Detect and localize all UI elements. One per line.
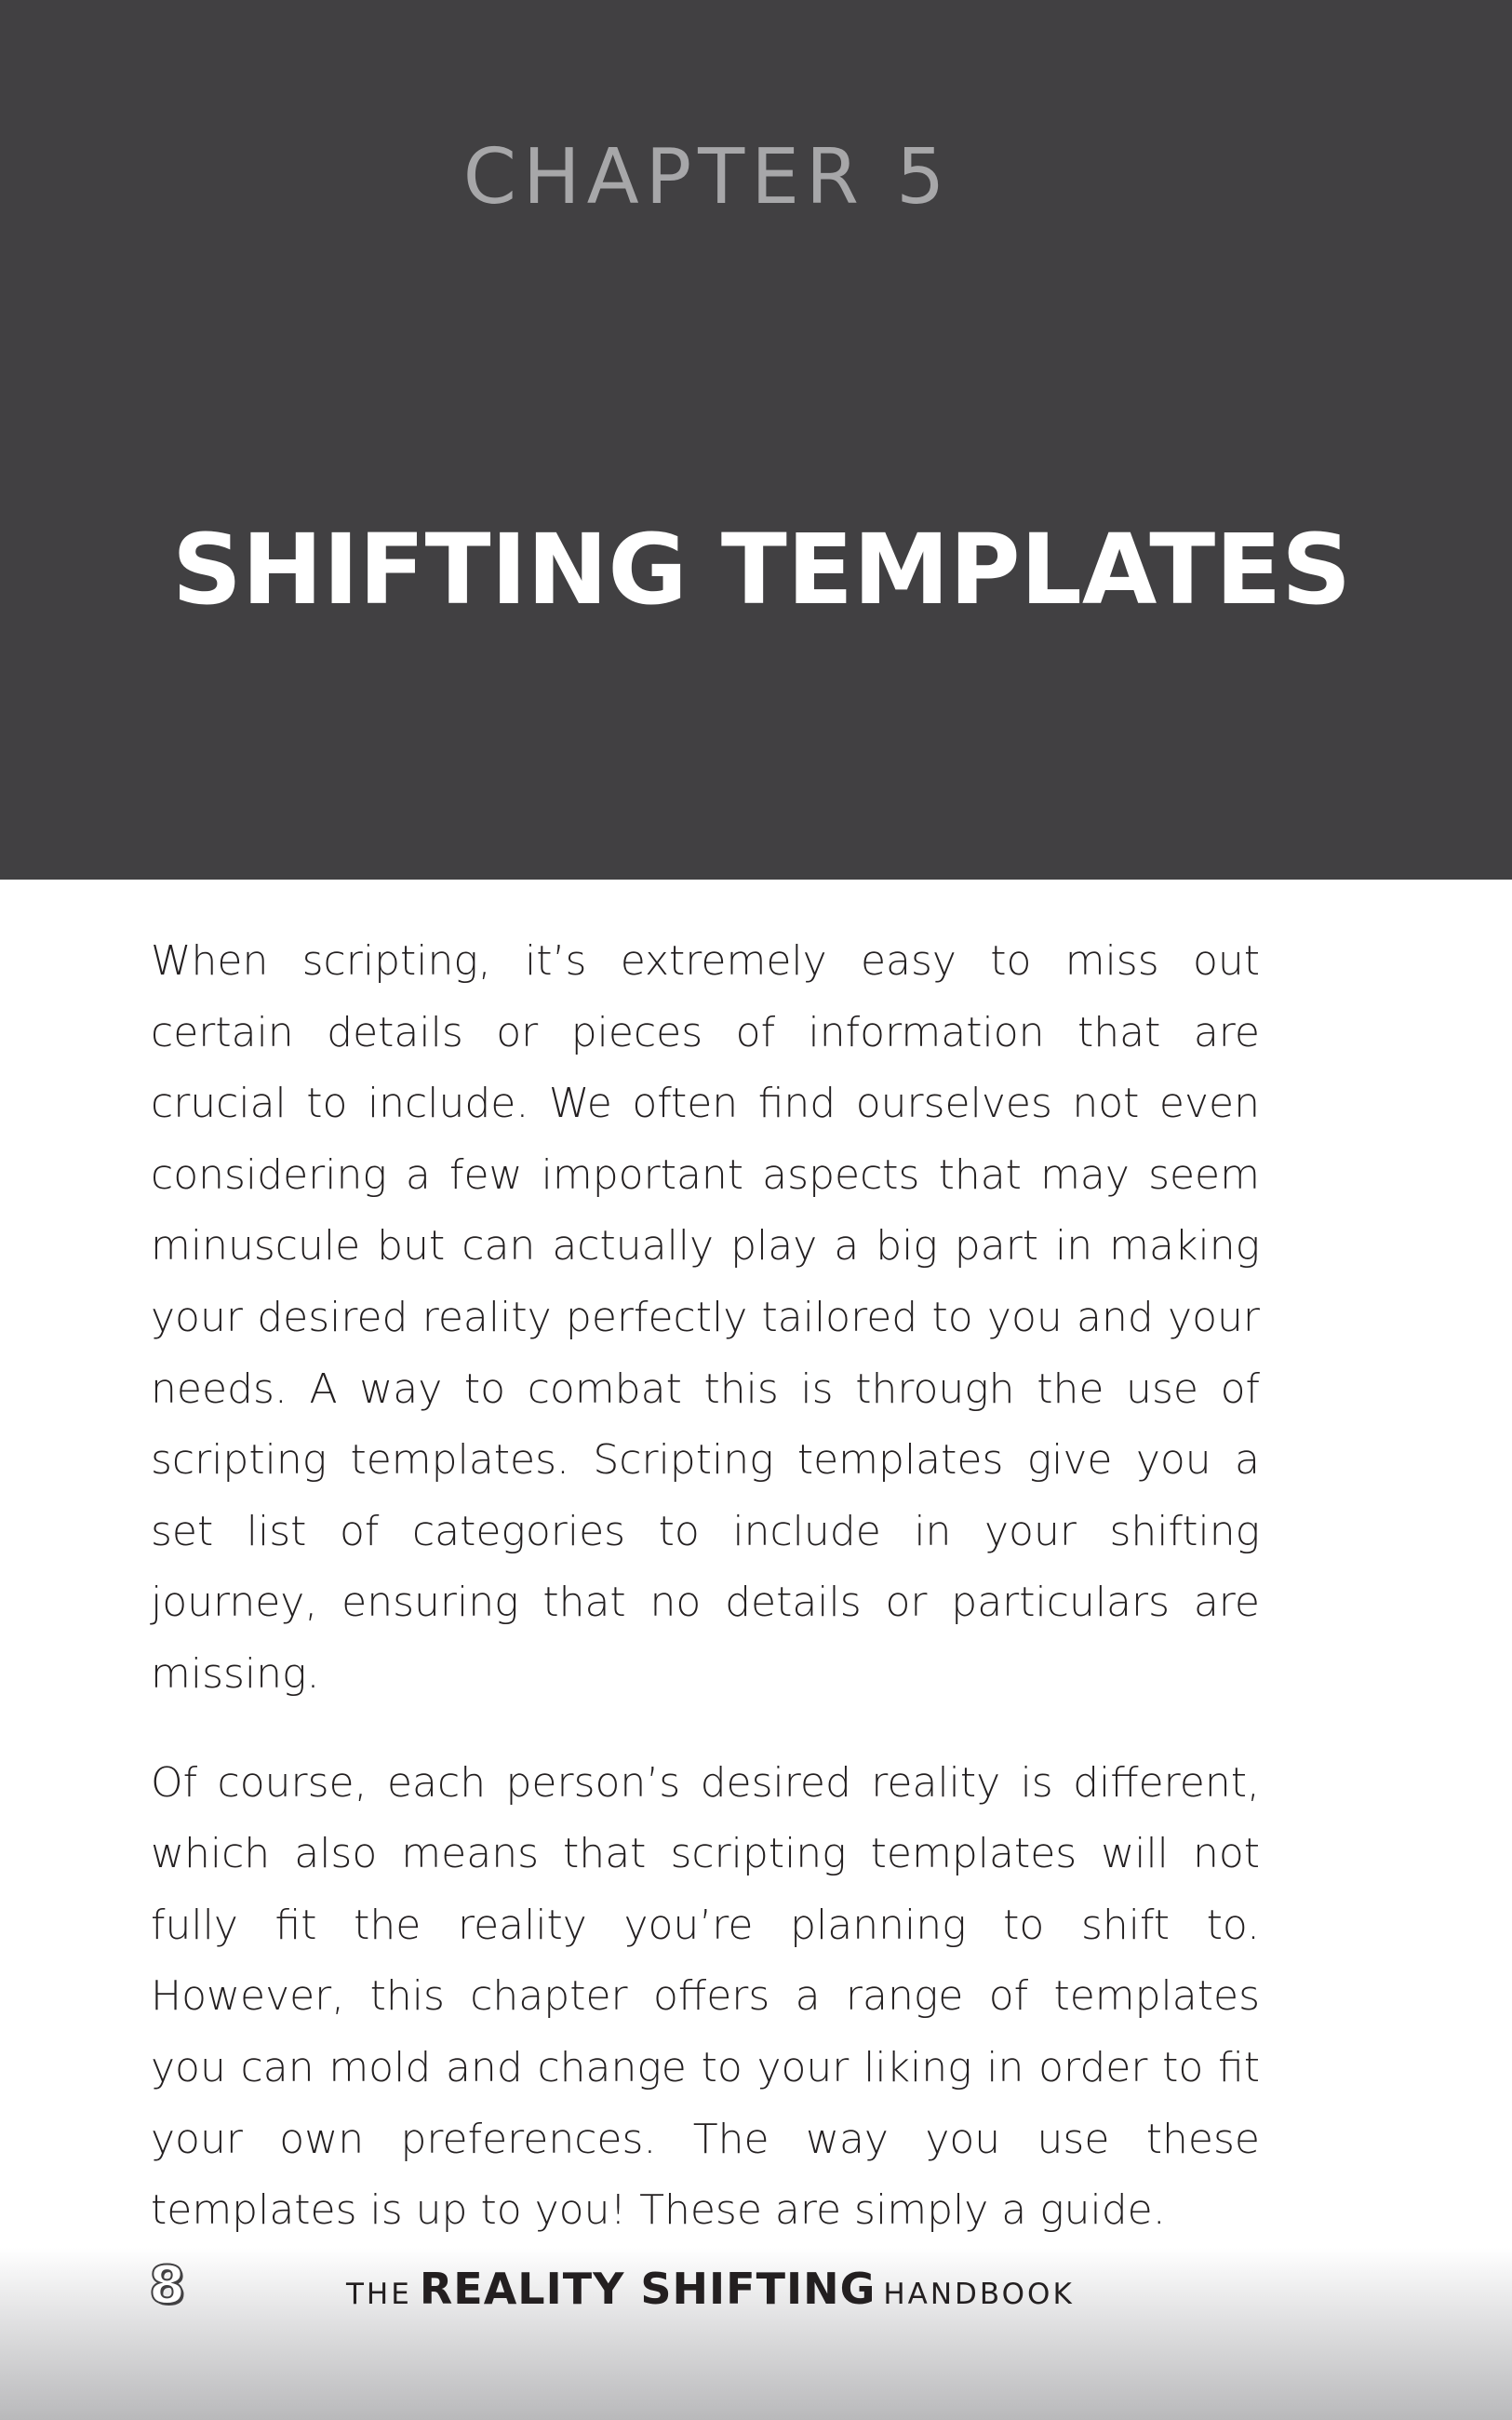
body-paragraph: When scripting, it’s extremely easy to miss out certain details or pieces of information that are crucial to include. We often find ourselves not even considering a few important aspects that may seem minuscule but can actually play a big part in making your desired reality perfectly tailored to you and your needs. A way to combat this is through the use of scripting templates. Scripting templates give you a set list of categories to include in your shifting journey, ensuring that no details or particulars are missing. [151, 937, 1260, 1698]
page-number: 8 [149, 2255, 185, 2316]
book-title-main: REALITY SHIFTING [419, 2264, 876, 2314]
chapter-body [151, 926, 1260, 2284]
chapter-header-band [0, 0, 1512, 880]
running-head [346, 2264, 1075, 2314]
book-title-suffix: HANDBOOK [883, 2278, 1075, 2311]
book-title-prefix: THE [346, 2278, 412, 2311]
body-paragraph: Of course, each person’s desired reality is different, which also means that scripting templates will not fully fit the reality you’re planning to shift to. However, this chapter offers a range of templates you can mold and change to your liking in order to fit your own preferences. The way you use these templates is up to you! These are simply a guide. [151, 1758, 1260, 2235]
chapter-label: CHAPTER 5 [462, 133, 952, 222]
chapter-title: SHIFTING TEMPLATES [172, 513, 1352, 626]
